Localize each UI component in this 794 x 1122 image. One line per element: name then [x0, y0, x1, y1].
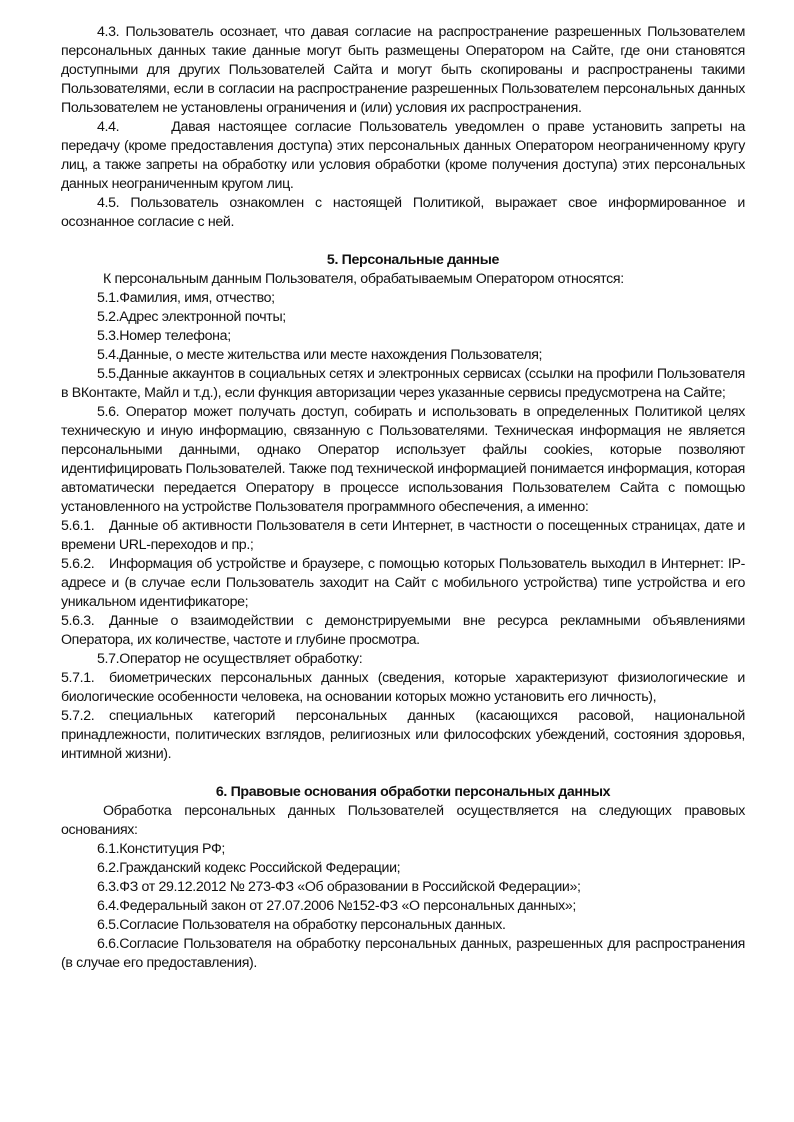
clause-text: Данные аккаунтов в социальных сетях и электронных сервисах (ссылки на профили Пользователя в ВКонтакте, Майл и т.д.), если функция авторизации через указанные сервисы предусмотрена на Сайте; — [61, 366, 745, 401]
clause-text: Согласие Пользователя на обработку персональных данных, разрешенных для распространения (в случае его предоставления). — [61, 936, 745, 971]
clause-text: Давая настоящее согласие Пользователь уведомлен о праве установить запреты на передачу (кроме предоставления доступа) этих персональных данных Оператором неограниченному кругу лиц, а также запреты на обработку или условия обработки (кроме получения доступа) этих персональных данных неограниченным кругом лиц. — [61, 119, 745, 192]
clause-number: 5.6.2. — [61, 556, 95, 572]
clause-number: 5.2. — [97, 309, 120, 325]
clause-number: 6.1. — [97, 841, 120, 857]
clause-6-5 — [61, 916, 745, 935]
clause-number: 5.6.1. — [61, 518, 95, 534]
clause-5-6-2 — [61, 555, 745, 612]
clause-6-2 — [61, 859, 745, 878]
clause-text: Пользователь осознает, что давая согласие на распространение разрешенных Пользователем персональных данных такие данные могут быть размещены Оператором на Сайте, где они становятся доступными для других Пользователей Сайта и могут быть скопированы и распространены такими Пользователями, если в согласии на распространение разрешенных Пользователем персональных данных Пользователем не установлены ограничения и (или) условия их распространения. — [61, 24, 746, 116]
clause-number: 4.4. — [97, 119, 120, 135]
document-page — [61, 23, 745, 973]
clause-text: Пользователь ознакомлен с настоящей Политикой, выражает свое информированное и осознанное согласие с ней. — [61, 195, 745, 230]
clause-6-6 — [61, 935, 745, 973]
clause-number: 5.6. — [97, 404, 120, 420]
clause-number: 5.4. — [97, 347, 120, 363]
clause-text: Согласие Пользователя на обработку персональных данных. — [119, 917, 506, 933]
clause-text: Данные о взаимодействии с демонстрируемыми вне ресурса рекламными объявлениями Оператора, их количестве, частоте и глубине просмотра. — [61, 613, 745, 648]
clause-number: 6.3. — [97, 879, 120, 895]
clause-5-6-3 — [61, 612, 745, 650]
clause-number: 5.7. — [97, 651, 120, 667]
clause-number: 5.7.2. — [61, 708, 95, 724]
section-intro-5: К персональным данным Пользователя, обрабатываемым Оператором относятся: — [103, 271, 624, 287]
clause-5-6-1 — [61, 517, 745, 555]
clause-5-4 — [61, 346, 745, 365]
section-intro-6: Обработка персональных данных Пользователей осуществляется на следующих правовых основаниях: — [61, 803, 745, 838]
clause-number: 6.5. — [97, 917, 120, 933]
clause-6-4 — [61, 897, 745, 916]
clause-text: Номер телефона; — [119, 328, 231, 344]
clause-5-7-2 — [61, 707, 745, 764]
clause-number: 6.2. — [97, 860, 120, 876]
clause-5-1 — [61, 289, 745, 308]
clause-5-2 — [61, 308, 745, 327]
clause-5-5 — [61, 365, 745, 403]
clause-text: ФЗ от 29.12.2012 № 273-ФЗ «Об образовании в Российской Федерации»; — [119, 879, 581, 895]
clause-text: Адрес электронной почты; — [119, 309, 286, 325]
clause-number: 4.5. — [97, 195, 120, 211]
section-heading-5: 5. Персональные данные — [326, 252, 500, 268]
clause-text: Фамилия, имя, отчество; — [119, 290, 275, 306]
clause-5-7-1 — [61, 669, 745, 707]
clause-5-3 — [61, 327, 745, 346]
clause-text: биометрических персональных данных (сведения, которые характеризуют физиологические и биологические особенности человека, на основании которых можно установить его личность), — [61, 670, 745, 705]
clause-4-3 — [61, 23, 745, 118]
clause-number: 5.1. — [97, 290, 120, 306]
clause-text: Оператор не осуществляет обработку: — [119, 651, 363, 667]
clause-text: Информация об устройстве и браузере, с помощью которых Пользователь выходил в Интернет: IP-адресе и (в случае если Пользователь заходит на Сайт с мобильного устройства) типе устройства и его уникальном идентификаторе; — [61, 556, 745, 610]
clause-4-5 — [61, 194, 745, 232]
clause-text: Конституция РФ; — [119, 841, 225, 857]
clause-text: специальных категорий персональных данных (касающихся расовой, национальной принадлежности, политических взглядов, религиозных или философских убеждений, состояния здоровья, интимной жизни). — [61, 708, 745, 762]
clause-text: Оператор может получать доступ, собирать и использовать в определенных Политикой целях техническую и иную информацию, связанную с Пользователями. Техническая информация не является персональными данными, однако Оператор использует файлы cookies, которые позволяют идентифицировать Пользователей. Также под технической информацией понимается информация, которая автоматически передается Оператору в процессе использования Пользователем Сайта с помощью установленного на устройстве Пользователя программного обеспечения, а именно: — [61, 404, 746, 515]
clause-6-3 — [61, 878, 745, 897]
clause-number: 4.3. — [97, 24, 120, 40]
clause-number: 6.4. — [97, 898, 120, 914]
clause-number: 5.7.1. — [61, 670, 95, 686]
clause-4-4 — [61, 118, 745, 194]
clause-number: 5.5. — [97, 366, 120, 382]
clause-number: 5.3. — [97, 328, 120, 344]
clause-text: Данные, о месте жительства или месте нахождения Пользователя; — [119, 347, 543, 363]
section-heading-6: 6. Правовые основания обработки персональных данных — [215, 784, 611, 800]
clause-text: Гражданский кодекс Российской Федерации; — [119, 860, 401, 876]
clause-number: 5.6.3. — [61, 613, 95, 629]
clause-6-1 — [61, 840, 745, 859]
clause-text: Данные об активности Пользователя в сети Интернет, в частности о посещенных страницах, дате и времени URL-переходов и пр.; — [61, 518, 745, 553]
clause-5-6 — [61, 403, 745, 517]
clause-text: Федеральный закон от 27.07.2006 №152-ФЗ «О персональных данных»; — [119, 898, 576, 914]
clause-number: 6.6. — [97, 936, 120, 952]
clause-5-7 — [61, 650, 745, 669]
